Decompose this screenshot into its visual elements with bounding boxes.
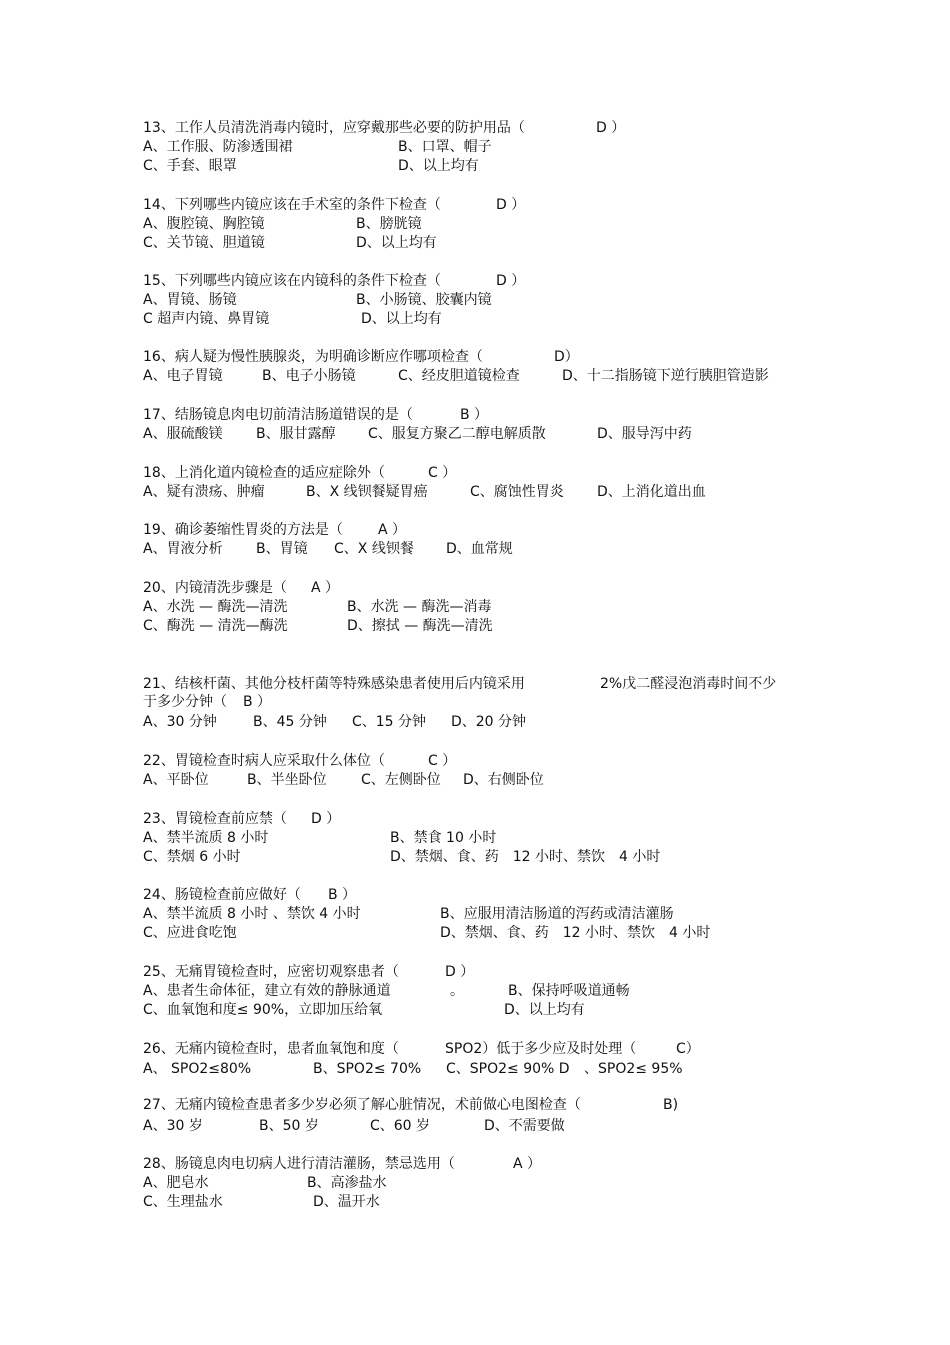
option-a: A、禁半流质 8 小时: [143, 830, 269, 846]
option-c: C、血氧饱和度≤ 90%，立即加压给氧: [143, 1002, 383, 1018]
option-a: A、患者生命体征，建立有效的静脉通道: [143, 983, 391, 999]
option-b: B、膀胱镜: [356, 216, 422, 232]
option-c: C、服复方聚乙二醇电解质散: [368, 426, 546, 442]
option-c: C、手套、眼罩: [143, 158, 237, 174]
option-d: D、以上均有: [504, 1002, 585, 1018]
option-a: A、胃液分析: [143, 541, 223, 557]
option-d: D、以上均有: [361, 311, 442, 327]
question-stem: 25、无痛胃镜检查时，应密切观察患者（: [143, 964, 399, 980]
option-d: D、擦拭 — 酶洗—清洗: [347, 618, 493, 634]
question-stem: 14、下列哪些内镜应该在手术室的条件下检查（: [143, 197, 441, 213]
option-b: B、保持呼吸道通畅: [508, 983, 630, 999]
answer: C）: [676, 1041, 700, 1057]
question-stem: 15、下列哪些内镜应该在内镜科的条件下检查（: [143, 273, 441, 289]
question-stem: 24、肠镜检查前应做好（: [143, 887, 301, 903]
question-stem: 26、无痛内镜检查时，患者血氧饱和度（: [143, 1041, 399, 1057]
answer: A ）: [378, 522, 407, 538]
option-a: A、平卧位: [143, 772, 209, 788]
option-b: B、水洗 — 酶洗—消毒: [347, 599, 492, 615]
question-stem-continued: SPO2）低于多少应及时处理（: [445, 1041, 637, 1057]
answer: B): [663, 1097, 679, 1113]
answer: D）: [554, 349, 579, 365]
option-b: B、SPO2≤ 70%: [313, 1061, 422, 1077]
option-c: C、腐蚀性胃炎: [470, 484, 564, 500]
option-b: B、高渗盐水: [307, 1175, 387, 1191]
question-stem: 13、工作人员清洗消毒内镜时，应穿戴那些必要的防护用品（: [143, 120, 525, 136]
option-d: D、温开水: [313, 1194, 380, 1210]
question-stem: 27、无痛内镜检查患者多少岁必须了解心脏情况，术前做心电图检查（: [143, 1097, 581, 1113]
option-b: B、小肠镜、胶囊内镜: [356, 292, 492, 308]
question-stem: 20、内镜清洗步骤是（: [143, 580, 287, 596]
option-a: A、胃镜、肠镜: [143, 292, 237, 308]
answer: D ）: [496, 197, 526, 213]
answer: D ）: [596, 120, 626, 136]
option-d: D、服导泻中药: [597, 426, 692, 442]
option-c: C、生理盐水: [143, 1194, 223, 1210]
option-a: A、30 分钟: [143, 714, 217, 730]
option-a: A、腹腔镜、胸腔镜: [143, 216, 265, 232]
option-a: A、电子胃镜: [143, 368, 223, 384]
option-a: A、疑有溃疡、肿瘤: [143, 484, 265, 500]
answer: B ）: [460, 407, 489, 423]
option-c: C、15 分钟: [352, 714, 427, 730]
option-d: D、上消化道出血: [597, 484, 706, 500]
option-a: A、30 岁: [143, 1118, 203, 1134]
option-d: D、血常规: [446, 541, 513, 557]
option-d: D、20 分钟: [451, 714, 527, 730]
question-stem-wrap: 于多少分钟（: [143, 694, 227, 710]
answer: A ）: [311, 580, 340, 596]
option-a-period: 。: [450, 983, 464, 999]
option-c: C、酶洗 — 清洗—酶洗: [143, 618, 288, 634]
option-c: C、应进食吃饱: [143, 925, 237, 941]
option-b: B、口罩、帽子: [398, 139, 492, 155]
option-c: C 超声内镜、鼻胃镜: [143, 311, 270, 327]
option-c: C、经皮胆道镜检查: [398, 368, 520, 384]
option-a: A、水洗 — 酶洗—清洗: [143, 599, 288, 615]
option-d: 、SPO2≤ 95%: [584, 1061, 683, 1077]
option-a: A、 SPO2≤80%: [143, 1061, 252, 1077]
answer: D ）: [496, 273, 526, 289]
option-d: D、右侧卧位: [463, 772, 544, 788]
answer: A ）: [513, 1156, 542, 1172]
option-b: B、50 岁: [259, 1118, 319, 1134]
answer: B ）: [328, 887, 357, 903]
question-stem: 22、胃镜检查时病人应采取什么体位（: [143, 753, 385, 769]
option-b: B、半坐卧位: [247, 772, 327, 788]
answer: D ）: [445, 964, 475, 980]
option-c: C、禁烟 6 小时: [143, 849, 241, 865]
answer: B ）: [243, 694, 272, 710]
option-a: A、工作服、防渗透围裙: [143, 139, 293, 155]
option-d: D、禁烟、食、药 12 小时、禁饮 4 小时: [440, 925, 711, 941]
option-b: B、电子小肠镜: [262, 368, 356, 384]
question-stem: 28、肠镜息肉电切病人进行清洁灌肠，禁忌选用（: [143, 1156, 455, 1172]
question-stem-continued: 2%戊二醛浸泡消毒时间不少: [600, 676, 777, 692]
question-stem: 16、病人疑为慢性胰腺炎，为明确诊断应作哪项检查（: [143, 349, 483, 365]
question-stem: 18、上消化道内镜检查的适应症除外（: [143, 465, 385, 481]
option-b: B、应服用清洁肠道的泻药或清洁灌肠: [440, 906, 674, 922]
option-a: A、肥皂水: [143, 1175, 209, 1191]
option-c: C、X 线钡餐: [334, 541, 414, 557]
option-a: A、禁半流质 8 小时 、禁饮 4 小时: [143, 906, 361, 922]
option-d: D、以上均有: [398, 158, 479, 174]
option-a: A、服硫酸镁: [143, 426, 223, 442]
answer: C ）: [428, 465, 457, 481]
answer: D ）: [311, 811, 341, 827]
option-b: B、胃镜: [256, 541, 308, 557]
answer: C ）: [428, 753, 457, 769]
option-b: B、X 线钡餐疑胃癌: [306, 484, 428, 500]
option-d: D、以上均有: [356, 235, 437, 251]
option-c: C、左侧卧位: [361, 772, 441, 788]
option-d: D、不需要做: [484, 1118, 565, 1134]
option-b: B、禁食 10 小时: [390, 830, 497, 846]
option-b: B、服甘露醇: [256, 426, 336, 442]
option-d: D、十二指肠镜下逆行胰胆管造影: [562, 368, 769, 384]
question-stem: 17、结肠镜息肉电切前清洁肠道错误的是（: [143, 407, 413, 423]
question-stem: 19、确诊萎缩性胃炎的方法是（: [143, 522, 343, 538]
option-d: D、禁烟、食、药 12 小时、禁饮 4 小时: [390, 849, 661, 865]
option-b: B、45 分钟: [253, 714, 327, 730]
option-c: C、SPO2≤ 90% D: [446, 1061, 570, 1077]
option-c: C、关节镜、胆道镜: [143, 235, 265, 251]
option-c: C、60 岁: [370, 1118, 431, 1134]
question-stem: 21、结核杆菌、其他分枝杆菌等特殊感染患者使用后内镜采用: [143, 676, 525, 692]
question-stem: 23、胃镜检查前应禁（: [143, 811, 287, 827]
